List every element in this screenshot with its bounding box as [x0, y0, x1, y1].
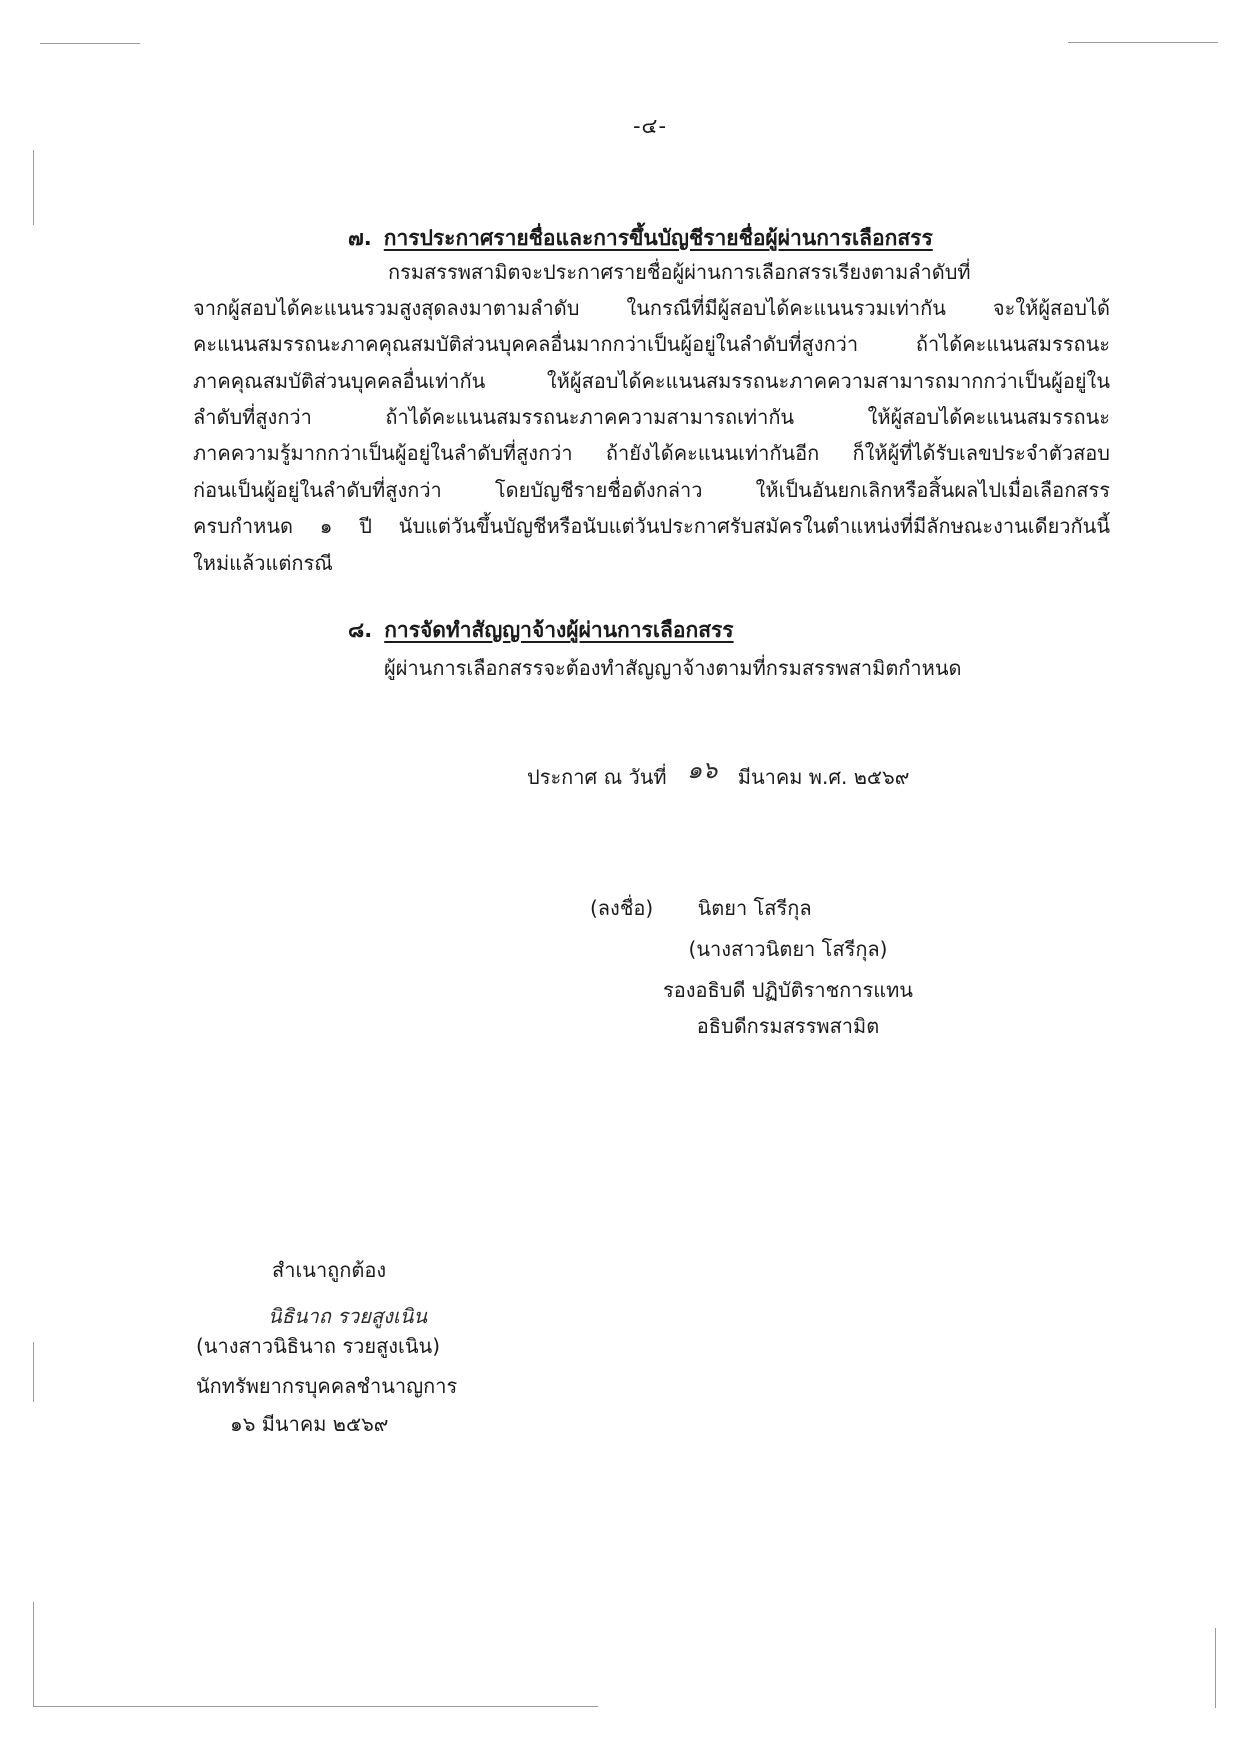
- signatory-full-name: (นางสาวนิตยา โสรีกุล): [688, 937, 888, 961]
- certified-copy-position: นักทรัพยากรบุคคลชำนาญการ: [196, 1374, 458, 1398]
- section-7-line: ใหม่แล้วแต่กรณี: [193, 551, 333, 575]
- signatory-position-2: อธิบดีกรมสรรพสามิต: [696, 1014, 880, 1038]
- certified-copy-handwritten-signature: นิธินาถ รวยสูงเนิน: [268, 1304, 428, 1328]
- section-7-line: คะแนนสมรรถนะภาคคุณสมบัติส่วนบุคคลอื่นมากกว่าเป็นผู้อยู่ในลำดับที่สูงกว่า ถ้าได้คะแนนสมรรถนะ: [193, 332, 1110, 356]
- sign-label: (ลงชื่อ): [590, 896, 654, 920]
- section-7-heading: [348, 222, 933, 255]
- scan-edge-bottom: [33, 1706, 598, 1707]
- section-7-line: กรมสรรพสามิตจะประกาศรายชื่อผู้ผ่านการเลือกสรรเรียงตามลำดับที่: [388, 260, 971, 284]
- section-7-line: ภาคความรู้มากกว่าเป็นผู้อยู่ในลำดับที่สูงกว่า ถ้ายังได้คะแนนเท่ากันอีก ก็ให้ผู้ที่ได้รับเลขประจำตัวสอบ: [193, 441, 1110, 465]
- signature-line: [590, 892, 812, 924]
- section-8-text: ผู้ผ่านการเลือกสรรจะต้องทำสัญญาจ้างตามที่กรมสรรพสามิตกำหนด: [384, 656, 962, 680]
- section-8-title: การจัดทำสัญญาจ้างผู้ผ่านการเลือกสรร: [384, 618, 734, 642]
- section-7-line: ลำดับที่สูงกว่า ถ้าได้คะแนนสมรรถนะภาคความสามารถเท่ากัน ให้ผู้สอบได้คะแนนสมรรถนะ: [193, 405, 1110, 429]
- section-7-line: จากผู้สอบได้คะแนนรวมสูงสุดลงมาตามลำดับ ในกรณีที่มีผู้สอบได้คะแนนรวมเท่ากัน จะให้ผู้สอบได้: [193, 296, 1110, 320]
- scan-edge-left-lower: [33, 1602, 34, 1707]
- certified-copy-date: ๑๖ มีนาคม ๒๕๖๙: [230, 1412, 389, 1436]
- page-number: -๔-: [632, 114, 668, 138]
- section-7-title: การประกาศรายชื่อและการขึ้นบัญชีรายชื่อผู้ผ่านการเลือกสรร: [383, 226, 933, 250]
- certified-copy-label: สำเนาถูกต้อง: [272, 1258, 387, 1282]
- scan-edge-left-upper: [33, 150, 34, 225]
- section-8-heading: [348, 614, 734, 647]
- announcement-date: [527, 756, 909, 795]
- section-7-line: ครบกำหนด ๑ ปี นับแต่วันขึ้นบัญชีหรือนับแต่วันประกาศรับสมัครในตำแหน่งที่มีลักษณะงานเดียวกันนี้: [193, 514, 1110, 538]
- announcement-day-handwritten: ๑๖: [686, 756, 718, 784]
- section-7-number: ๗.: [348, 226, 372, 250]
- scan-edge-right-lower: [1215, 1628, 1216, 1708]
- signatory-position-1: รองอธิบดี ปฏิบัติราชการแทน: [663, 978, 913, 1002]
- scan-edge-top-right: [1068, 42, 1218, 43]
- section-7-line: ก่อนเป็นผู้อยู่ในลำดับที่สูงกว่า โดยบัญชีรายชื่อดังกล่าว ให้เป็นอันยกเลิกหรือสิ้นผลไปเมื่อเลือกสรร: [193, 478, 1110, 502]
- section-8-number: ๘.: [348, 618, 373, 642]
- section-7-line: ภาคคุณสมบัติส่วนบุคคลอื่นเท่ากัน ให้ผู้สอบได้คะแนนสมรรถนะภาคความสามารถมากกว่าเป็นผู้อยู่ใน: [193, 369, 1110, 393]
- announcement-suffix: มีนาคม พ.ศ. ๒๕๖๙: [737, 765, 910, 789]
- certified-copy-full-name: (นางสาวนิธินาถ รวยสูงเนิน): [196, 1334, 441, 1358]
- announcement-prefix: ประกาศ ณ วันที่: [527, 765, 667, 789]
- scan-edge-top-left: [40, 43, 140, 44]
- scan-edge-left-middle: [33, 1342, 34, 1402]
- signed-name: นิตยา โสรีกุล: [697, 896, 812, 920]
